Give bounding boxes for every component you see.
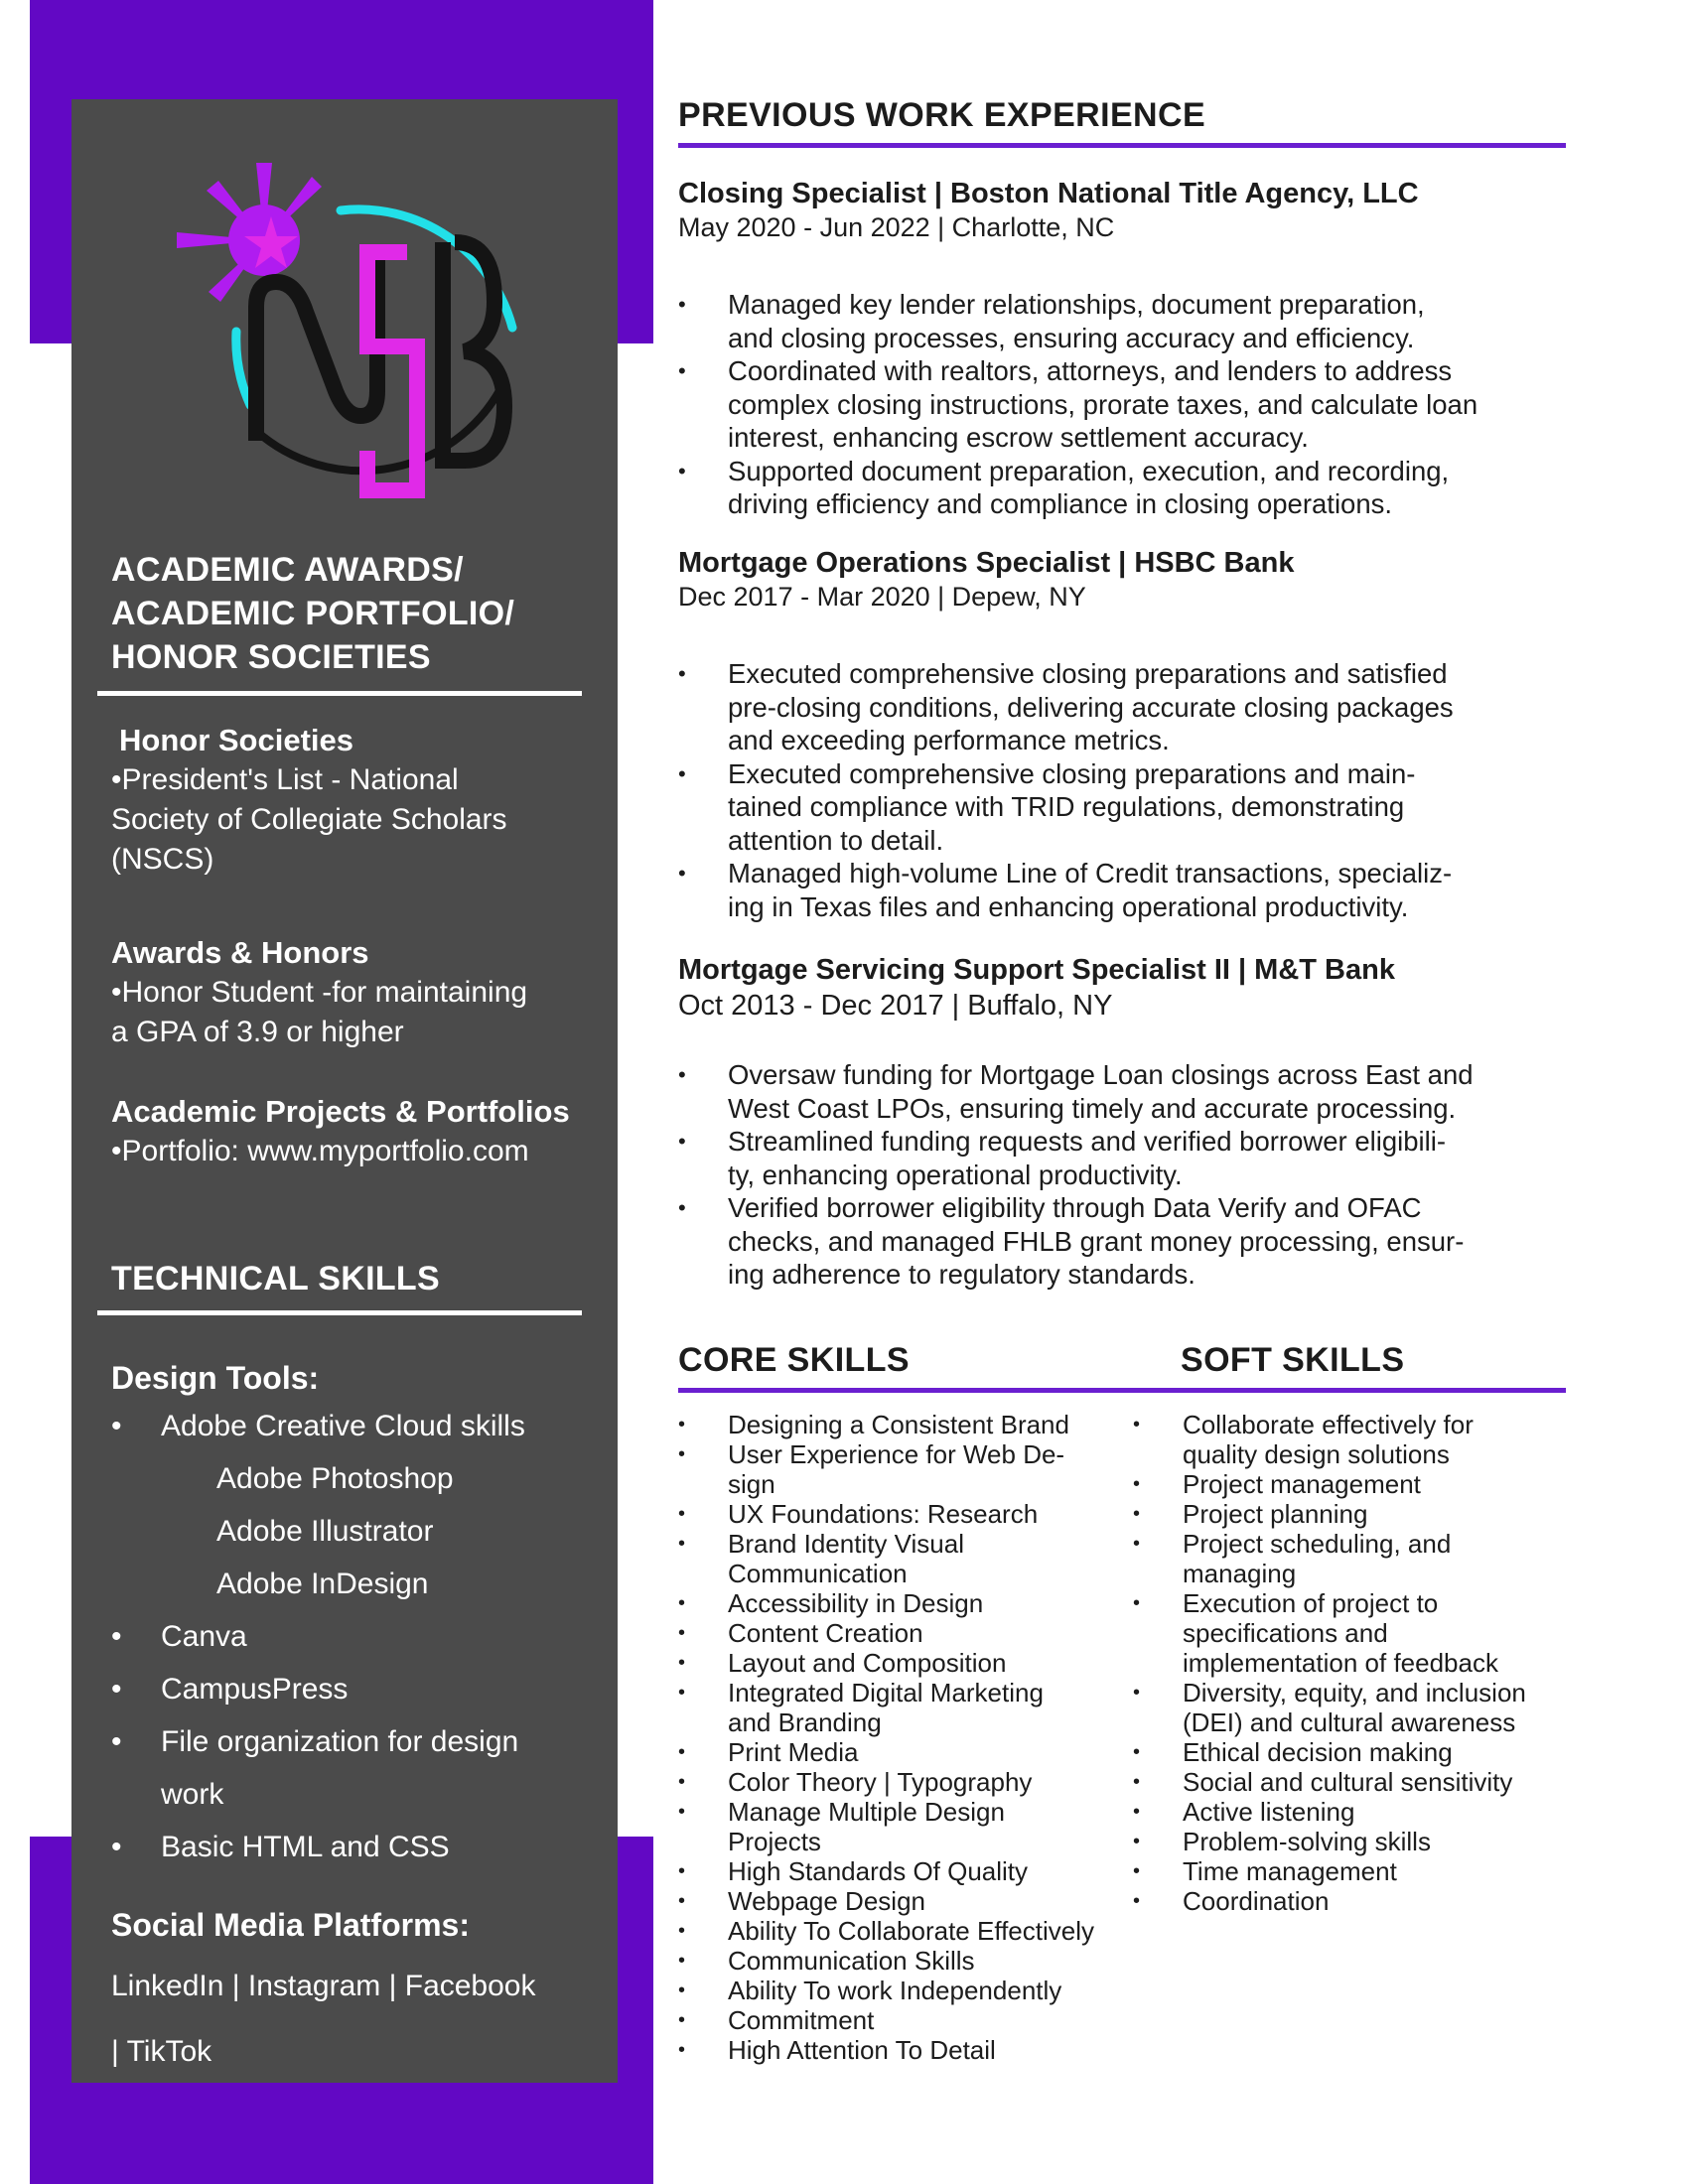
list-item: • Manage Multiple Design Projects (678, 1797, 1005, 1856)
job-title: Mortgage Servicing Support Specialist II | M&T Bank (678, 954, 1395, 986)
social-line: LinkedIn | Instagram | Facebook (111, 1970, 536, 2002)
core-skills-column (678, 1410, 1145, 2065)
list-item: • Execution of project to specifications and implementation of feedback (1133, 1588, 1498, 1678)
list-item: • Diversity, equity, and inclusion (DEI) and cultural awareness (1133, 1678, 1526, 1737)
list-item: • Verified borrower eligibility through Data Verify and OFAC checks, and managed FHLB grant money processing, ensur- ing adherence to regulatory standards. (678, 1192, 1465, 1290)
job-bullets (678, 1058, 1592, 1292)
design-tools-list (111, 1400, 608, 1873)
list-item: • User Experience for Web De- sign (678, 1439, 1065, 1499)
job-title: Closing Specialist | Boston National Title Agency, LLC (678, 178, 1419, 209)
projects-title: Academic Projects & Portfolios (111, 1094, 570, 1129)
soft-skills-heading: SOFT SKILLS (1181, 1341, 1405, 1379)
list-item: • UX Foundations: Research (678, 1499, 1039, 1529)
list-item: • Executed comprehensive closing preparations and main- tained compliance with TRID regulations, demonstrating attention to detail. (678, 757, 1416, 856)
job-bullets (678, 657, 1592, 923)
list-item: • Designing a Consistent Brand (678, 1410, 1069, 1439)
design-tools-title: Design Tools: (111, 1360, 320, 1396)
list-item: • Communication Skills (678, 1946, 975, 1976)
portfolio-link[interactable]: •Portfolio: www.myportfolio.com (111, 1135, 529, 1167)
list-item: Adobe Photoshop (216, 1462, 454, 1495)
list-item: • Integrated Digital Marketing and Branding (678, 1678, 1044, 1737)
social-line: | TikTok (111, 2035, 212, 2068)
list-item: • Color Theory | Typography (678, 1767, 1033, 1797)
list-item: • Problem-solving skills (1133, 1827, 1431, 1856)
list-item: • Active listening (1133, 1797, 1355, 1827)
tech-heading: TECHNICAL SKILLS (111, 1260, 440, 1297)
list-item: • Canva (111, 1620, 247, 1653)
awards-section (111, 548, 608, 679)
social-media (111, 1902, 608, 2085)
list-item: • Executed comprehensive closing preparations and satisfied pre-closing conditions, delivering accurate closing packages and exceeding performance metrics. (678, 658, 1454, 755)
list-item: • Collaborate effectively for quality design solutions (1133, 1410, 1474, 1469)
list-item: • Project scheduling, and managing (1133, 1529, 1452, 1588)
list-item: • Ethical decision making (1133, 1737, 1453, 1767)
job-entry (678, 953, 1592, 1292)
list-item: • File organization for design (111, 1725, 519, 1758)
honor-line: •President's List - National (111, 763, 459, 796)
list-item: Adobe Illustrator (216, 1515, 434, 1548)
sun-star-icon (177, 163, 322, 302)
core-skills-heading: CORE SKILLS (678, 1341, 910, 1379)
job-meta: Dec 2017 - Mar 2020 | Depew, NY (678, 582, 1086, 612)
list-item: • Managed high-volume Line of Credit transactions, specializ- ing in Texas files and enhancing operational productivity. (678, 858, 1453, 922)
list-item: • Managed key lender relationships, document preparation, and closing processes, ensuring accuracy and efficiency. (678, 289, 1425, 353)
work-heading: PREVIOUS WORK EXPERIENCE (678, 96, 1206, 134)
list-item: • Basic HTML and CSS (111, 1831, 450, 1863)
awards-line: •Honor Student -for maintaining (111, 976, 528, 1009)
list-item: • Commitment (678, 2005, 875, 2035)
tech-rule (97, 1310, 582, 1315)
design-tools (111, 1358, 608, 1873)
academic-projects (111, 1092, 608, 1171)
list-item: • Social and cultural sensitivity (1133, 1767, 1513, 1797)
core-skills-list (678, 1410, 1145, 2065)
soft-skills-column (1133, 1410, 1590, 1916)
job-title: Mortgage Operations Specialist | HSBC Bank (678, 547, 1295, 579)
list-item: • Supported document preparation, execution, and recording, driving efficiency and compliance in closing operations. (678, 455, 1450, 519)
list-item: • Adobe Creative Cloud skills (111, 1410, 525, 1442)
list-item: • Brand Identity Visual Communication (678, 1529, 964, 1588)
list-item: • Ability To work Independently (678, 1976, 1062, 2005)
list-item: • CampusPress (111, 1673, 349, 1706)
list-item: Adobe InDesign (216, 1568, 429, 1600)
list-item: • Streamlined funding requests and verified borrower eligibili- ty, enhancing operational productivity. (678, 1126, 1447, 1190)
honor-line: Society of Collegiate Scholars (111, 803, 507, 836)
awards-heading: ACADEMIC AWARDS/ ACADEMIC PORTFOLIO/ HONOR SOCIETIES (111, 551, 515, 676)
list-item: • Layout and Composition (678, 1648, 1007, 1678)
list-item: • Project planning (1133, 1499, 1368, 1529)
social-title: Social Media Platforms: (111, 1907, 470, 1943)
awards-honors-title: Awards & Honors (111, 935, 369, 970)
list-item: • Coordination (1133, 1886, 1330, 1916)
technical-skills (111, 1257, 608, 1300)
job-entry (678, 177, 1592, 521)
nsb-logo (147, 133, 604, 540)
job-bullets (678, 288, 1592, 521)
job-entry (678, 546, 1592, 923)
work-rule (678, 143, 1566, 148)
list-item: • High Attention To Detail (678, 2035, 996, 2065)
list-item: • Ability To Collaborate Effectively (678, 1916, 1095, 1946)
list-item: • Time management (1133, 1856, 1397, 1886)
list-item: • High Standards Of Quality (678, 1856, 1029, 1886)
soft-skills-list (1133, 1410, 1590, 1916)
list-item: • Coordinated with realtors, attorneys, and lenders to address complex closing instructions, prorate taxes, and calculate loan interest, enhancing escrow settlement accuracy. (678, 355, 1478, 453)
sidebar (71, 99, 618, 2083)
job-meta: May 2020 - Jun 2022 | Charlotte, NC (678, 212, 1115, 242)
job-meta: Oct 2013 - Dec 2017 | Buffalo, NY (678, 990, 1113, 1022)
list-item: • Webpage Design (678, 1886, 925, 1916)
honor-societies (111, 721, 608, 880)
honor-line: (NSCS) (111, 843, 214, 876)
honor-societies-title: Honor Societies (119, 723, 353, 757)
list-item: • Content Creation (678, 1618, 923, 1648)
list-item: • Accessibility in Design (678, 1588, 984, 1618)
awards-line: a GPA of 3.9 or higher (111, 1016, 404, 1048)
awards-rule (97, 691, 582, 696)
awards-honors (111, 933, 608, 1052)
list-item: • Oversaw funding for Mortgage Loan closings across East and West Coast LPOs, ensuring timely and accurate processing. (678, 1059, 1474, 1124)
list-item: work (161, 1778, 224, 1811)
list-item: • Print Media (678, 1737, 859, 1767)
skills-rule (678, 1388, 1566, 1393)
list-item: • Project management (1133, 1469, 1421, 1499)
